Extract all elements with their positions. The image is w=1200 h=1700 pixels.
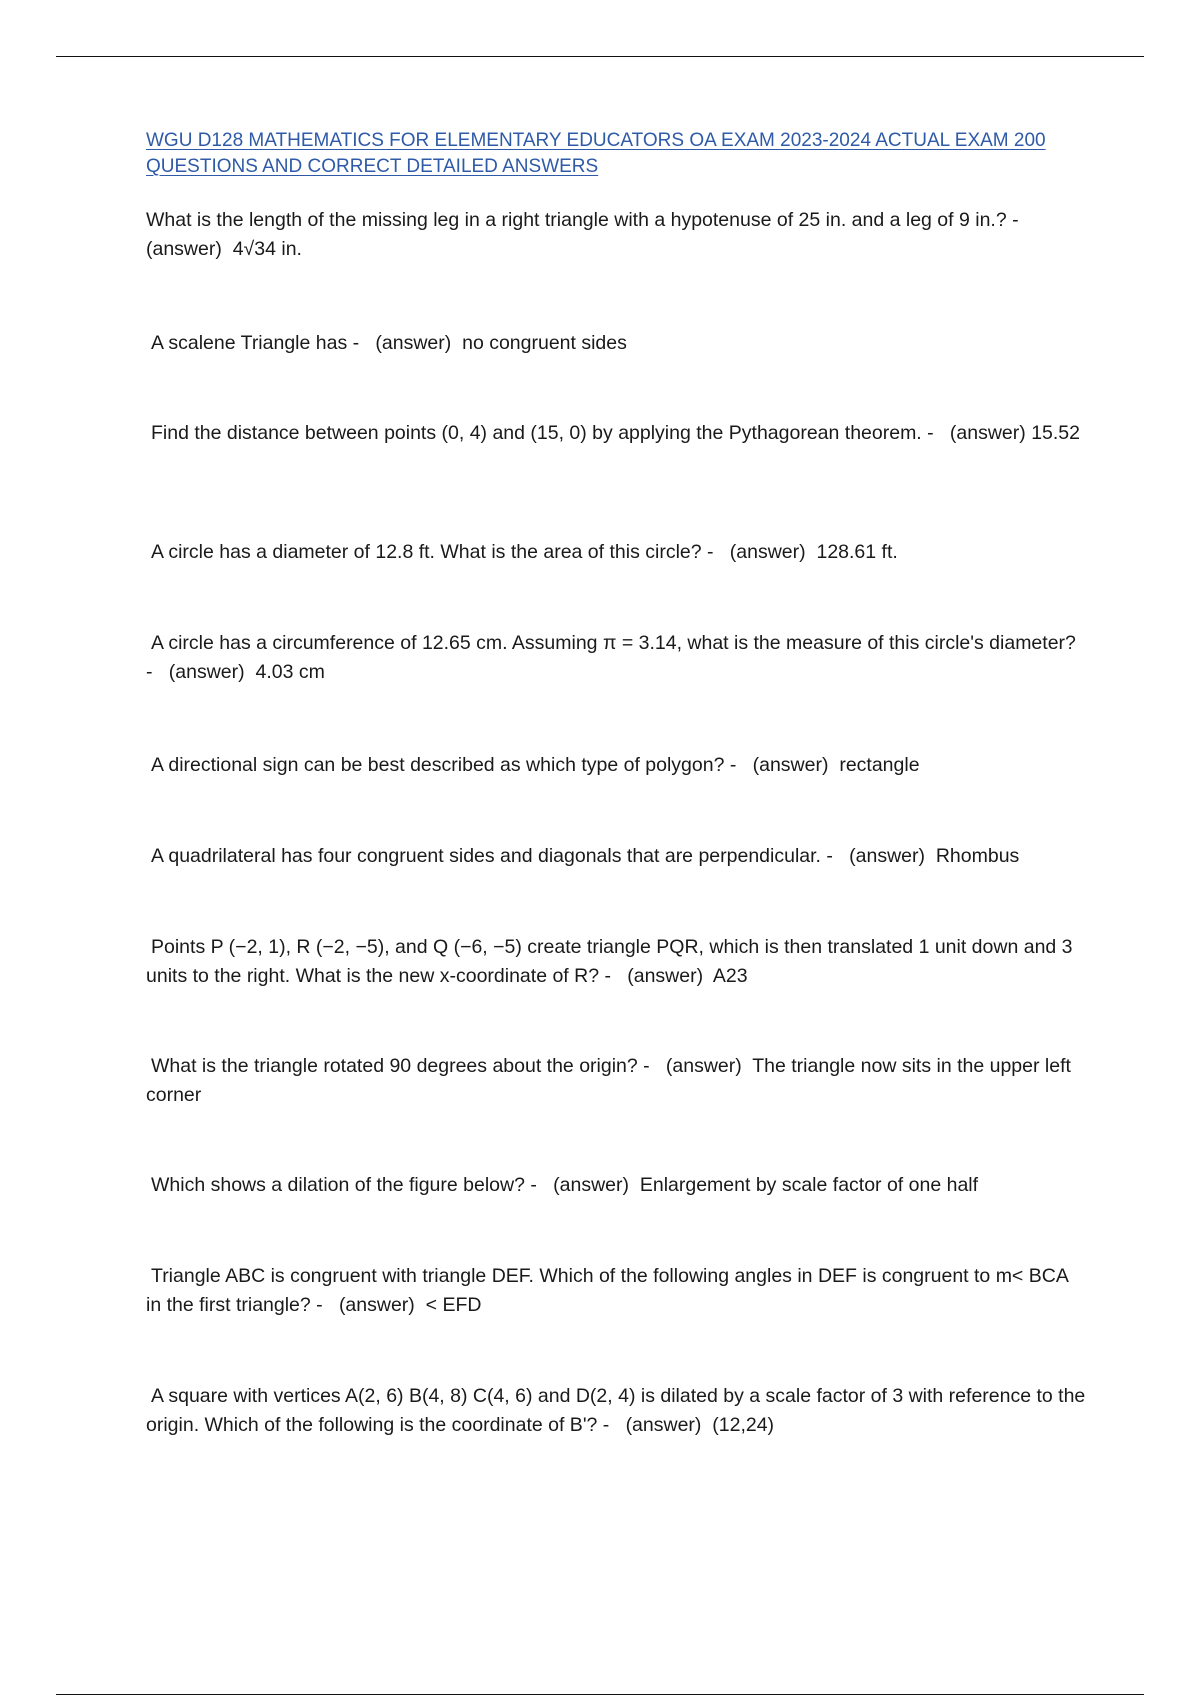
qa-item-2 [146,329,1086,358]
answer-text: (12,24) [712,1414,775,1436]
question-text: A directional sign can be best described as which type of polygon? - [151,754,737,776]
question-text: Which shows a dilation of the figure below? - [151,1174,537,1196]
answer-label: (answer) [338,1294,415,1316]
answer-label: (answer) [553,1174,629,1196]
qa-item-9 [146,1052,1086,1110]
answer-text: Enlargement by scale factor of one half [639,1174,979,1196]
question-text: A square with vertices A(2, 6) B(4, 8) C(4, 6) and D(2, 4) is dilated by a scale factor of 3 with reference to the origin. Which of the following is the coordinate of B'? - [146,1385,1091,1436]
answer-label: (answer) [665,1055,742,1077]
qa-item-8 [146,933,1086,991]
qa-item-1 [146,206,1086,264]
answer-label: (answer) [168,661,245,683]
question-text: A circle has a diameter of 12.8 ft. What is the area of this circle? - [151,541,714,563]
document-title: WGU D128 MATHEMATICS FOR ELEMENTARY EDUCATORS OA EXAM 2023-2024 ACTUAL EXAM 200 QUESTIONS AND CORRECT DETAILED ANSWERS [146,130,1046,177]
top-rule [56,56,1144,57]
question-text: A scalene Triangle has - [151,332,360,354]
qa-item-12 [146,1382,1091,1440]
qa-item-7 [146,842,1086,871]
qa-item-6 [146,751,1086,780]
answer-label: (answer) [146,238,222,260]
answer-text: Rhombus [935,845,1020,867]
question-text: A circle has a circumference of 12.65 cm. Assuming π = 3.14, what is the measure of this circle's diameter? - [146,632,1082,683]
answer-text: 15.52 [1031,422,1080,444]
qa-item-11 [146,1262,1086,1320]
qa-item-4 [146,538,1086,567]
bottom-rule [56,1694,1144,1695]
question-text: What is the triangle rotated 90 degrees about the origin? - [151,1055,650,1077]
question-text: Points P (−2, 1), R (−2, −5), and Q (−6, −5) create triangle PQR, which is then translated 1 unit down and 3 units to the right. What is the new x-coordinate of R? - [146,936,1078,987]
qa-item-10 [146,1171,1086,1200]
question-text: What is the length of the missing leg in a right triangle with a hypotenuse of 25 in. and a leg of 9 in.? - [146,209,1019,231]
answer-text: no congruent sides [462,332,627,354]
answer-text: 4.03 cm [255,661,325,683]
answer-text: < EFD [425,1294,482,1316]
answer-label: (answer) [949,422,1026,444]
answer-text: rectangle [839,754,920,776]
answer-text: A23 [712,965,748,987]
answer-label: (answer) [627,965,704,987]
answer-text: 4√34 in. [232,238,302,260]
answer-text: The triangle now sits in the upper left corner [146,1055,1077,1106]
question-text: Triangle ABC is congruent with triangle DEF. Which of the following angles in DEF is congruent to m< BCA in the first triangle? - [146,1265,1074,1316]
answer-text: 128.61 ft. [816,541,898,563]
answer-label: (answer) [625,1414,702,1436]
answer-label: (answer) [849,845,925,867]
answer-label: (answer) [375,332,452,354]
question-text: Find the distance between points (0, 4) and (15, 0) by applying the Pythagorean theorem. - [151,422,934,444]
qa-item-5 [146,629,1086,687]
answer-label: (answer) [729,541,806,563]
qa-item-3 [146,419,1086,448]
answer-label: (answer) [752,754,829,776]
question-text: A quadrilateral has four congruent sides and diagonals that are perpendicular. - [151,845,833,867]
